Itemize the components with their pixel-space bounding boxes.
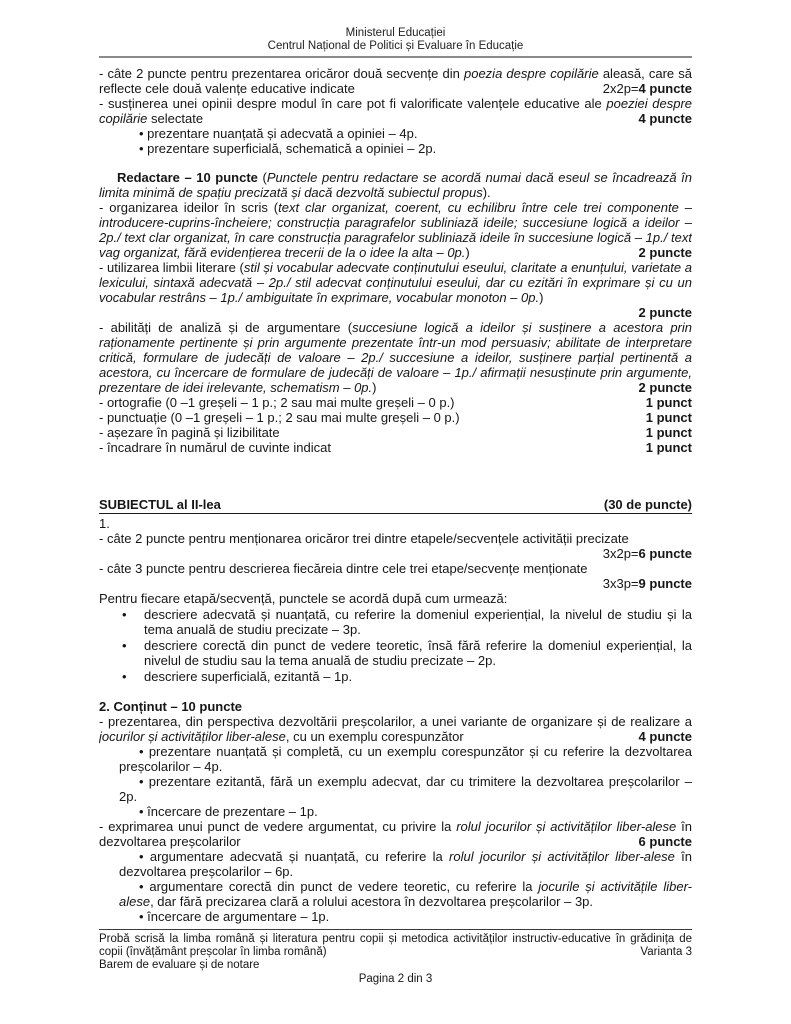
text-segment: 1 punct — [645, 395, 692, 410]
text-segment: - câte 3 puncte pentru descrierea fiecăreia dintre cele trei etape/secvențe menționate — [99, 561, 588, 576]
text-segment: - organizarea ideilor în scris ( — [99, 200, 279, 215]
text-segment: - încadrare în numărul de cuvinte indicat — [99, 440, 331, 455]
header-divider — [99, 56, 692, 58]
points-line — [99, 305, 692, 320]
text-segment: rolul jocurilor și activităților liber-alese — [456, 819, 677, 834]
text-segment: 1 punct — [645, 410, 692, 425]
text-segment: 4 puncte — [638, 81, 692, 96]
text-segment: Redactare – 10 puncte — [117, 170, 258, 185]
paragraph — [99, 410, 692, 425]
paragraph — [99, 320, 692, 395]
text-segment: în dezvoltarea preșcolarilor — [99, 819, 692, 849]
section-title: SUBIECTUL al II-lea — [99, 497, 221, 512]
paragraph — [99, 425, 692, 440]
header-ministry: Ministerul Educației — [345, 27, 446, 39]
paragraph — [99, 516, 692, 531]
text-segment: Pentru fiecare etapă/secvență, punctele se acordă după cum urmează: — [99, 591, 508, 606]
bullet-icon: • — [122, 638, 127, 653]
text-segment: 1. — [99, 516, 110, 531]
text-segment: 2. Conținut – 10 puncte — [99, 699, 243, 714]
text-segment: rolul jocurilor și activităților liber-alese — [449, 849, 675, 864]
paragraph — [99, 591, 692, 606]
text-segment: 1 punct — [645, 440, 692, 455]
paragraph — [99, 440, 692, 455]
text-segment: 2 puncte — [638, 245, 692, 260]
bullet-item — [99, 879, 692, 909]
paragraph — [99, 561, 692, 576]
points-value — [639, 245, 692, 260]
text-segment: aleasă, care să reflecte cele două valențe educative indicate — [99, 66, 692, 96]
text-segment: • argumentare corectă din punct de vedere teoretic, cu referire la — [139, 879, 539, 894]
footer-exam-text: Probă scrisă la limba română și literatura pentru copii și metodica activităților instructiv-educative în grădinița de copii (învățământ preșcolar în limba română) — [99, 933, 692, 959]
text-segment: 2x2p= — [602, 81, 639, 96]
text-segment: 4 puncte — [638, 111, 692, 126]
spacer — [99, 455, 692, 497]
text-segment: poezia despre copilărie — [463, 66, 599, 81]
text-segment: , cu un exemplu corespunzător — [285, 729, 464, 744]
text-segment: descriere superficială, ezitantă – 1p. — [144, 669, 353, 684]
text-segment: ) — [539, 290, 544, 305]
bullet-item — [99, 638, 692, 668]
spacer — [99, 156, 692, 170]
text-segment: jocurile și activitățile liber-alese — [119, 879, 692, 909]
text-segment: 3x2p= — [602, 546, 639, 561]
paragraph — [99, 699, 692, 714]
bullet-item — [99, 849, 692, 879]
text-segment: 4 puncte — [638, 729, 692, 744]
paragraph — [99, 96, 692, 126]
text-segment: • argumentare adecvată și nuanțată, cu referire la — [139, 849, 450, 864]
text-segment: succesiune logică a ideilor și susținere a acestora prin raționamente pertinente și prin argumente prezentate într-un mod persuasiv; abilitate de interpretare critică, formulare de judecăți de valoare – 2p./ succesiune a ideilor, susținere parțial pertinentă a acestora, cu încercare de formulare de judecăți de valoare – 1p./ afirmații nesusținute prin argumente, prezentare de idei irelevante, schematism – 0p. — [99, 320, 692, 395]
points-value — [639, 380, 692, 395]
text-segment: - ortografie (0 –1 greșeli – 1 p.; 2 sau mai multe greșeli – 0 p.) — [99, 395, 455, 410]
paragraph — [99, 531, 692, 546]
bullet-item — [99, 804, 692, 819]
points-value — [646, 425, 692, 440]
text-segment: - prezentarea, din perspectiva dezvoltării preșcolarilor, a unei variante de organizare și de realizare a — [99, 714, 692, 729]
text-segment: • prezentare ezitantă, fără un exemplu adecvat, dar cu trimitere la dezvoltarea preșcolarilor – 2p. — [119, 774, 692, 804]
text-segment: - câte 2 puncte pentru menționarea oricăror trei dintre etapele/secvențele activității precizate — [99, 531, 629, 546]
header-center: Centrul Național de Politici și Evaluare în Educație — [267, 40, 524, 52]
bullet-icon: • — [122, 669, 127, 684]
text-segment: - punctuație (0 –1 greșeli – 1 p.; 2 sau mai multe greșeli – 0 p.) — [99, 410, 460, 425]
footer-page-number: Pagina 2 din 3 — [358, 972, 433, 985]
points-value — [639, 729, 692, 744]
paragraph — [99, 200, 692, 260]
points-value — [646, 395, 692, 410]
bullet-item — [99, 607, 692, 637]
text-segment: 6 puncte — [638, 546, 692, 561]
text-segment: poeziei despre copilărie — [99, 96, 692, 126]
bullet-item — [99, 669, 692, 684]
paragraph — [99, 170, 692, 200]
bullet-item — [99, 774, 692, 804]
text-segment: 2 puncte — [638, 380, 692, 395]
text-segment: - susținerea unei opinii despre modul în care pot fi valorificate valențele educative ale — [99, 96, 607, 111]
text-segment: - abilități de analiză și de argumentare ( — [99, 320, 353, 335]
document-body — [99, 66, 692, 924]
paragraph — [99, 260, 692, 305]
text-segment: - așezare în pagină și lizibilitate — [99, 425, 280, 440]
text-segment: • încercare de argumentare – 1p. — [139, 909, 330, 924]
text-segment: jocurilor și activităților liber-alese — [99, 729, 286, 744]
paragraph — [99, 819, 692, 849]
text-segment: descriere corectă din punct de vedere teoretic, însă fără referire la domeniul experiențial, la nivelul de studiu sau la tema anuală de studiu precizate – 2p. — [144, 638, 692, 668]
points-value — [646, 440, 692, 455]
points-value — [639, 834, 692, 849]
points-line — [99, 576, 692, 591]
text-segment: ) — [465, 245, 470, 260]
text-segment: 1 punct — [645, 425, 692, 440]
text-segment: descriere adecvată și nuanțată, cu referire la domeniul experiențial, la nivelul de studiu și la tema anuală de studiu precizate – 3p. — [144, 607, 692, 637]
text-segment: - exprimarea unui punct de vedere argumentat, cu privire la — [99, 819, 457, 834]
text-segment: ). — [482, 185, 491, 200]
spacer — [99, 685, 692, 699]
text-segment: , dar fără precizarea clară a rolului acestora în dezvoltarea preșcolarilor – 3p. — [150, 894, 594, 909]
document-footer — [99, 929, 692, 986]
text-segment: în dezvoltarea preșcolarilor – 6p. — [119, 849, 692, 879]
text-segment: - utilizarea limbii literare ( — [99, 260, 244, 275]
section-points: (30 de puncte) — [603, 497, 692, 512]
text-segment: stil și vocabular adecvate conținutului eseului, claritate a enunțului, varietate a lexicului, sintaxă adecvată – 2p./ stil adecvat conținutului eseului, dar cu ezitări în exprimare și cu un vocabular restrâns – 1p./ ambiguitate în exprimare, vocabular monoton – 0p. — [99, 260, 692, 305]
text-segment: 3x3p= — [602, 576, 639, 591]
paragraph — [99, 66, 692, 96]
paragraph — [99, 714, 692, 744]
bullet-item — [99, 141, 692, 156]
text-segment: ) — [372, 380, 377, 395]
points-value — [639, 111, 692, 126]
footer-variant: Varianta 3 — [640, 946, 692, 959]
text-segment: • prezentare nuanțată și completă, cu un exemplu corespunzător și cu referire la dezvoltarea preșcolarilor – 4p. — [119, 744, 692, 774]
document-header — [99, 27, 692, 58]
text-segment: 6 puncte — [638, 834, 692, 849]
bullet-item — [99, 744, 692, 774]
text-segment: • încercare de prezentare – 1p. — [139, 804, 318, 819]
footer-exam-title — [99, 933, 692, 959]
paragraph — [99, 395, 692, 410]
points-line — [99, 546, 692, 561]
text-segment: text clar organizat, coerent, cu echilibru între cele trei componente – introducere-cuprins-încheiere; construcția paragrafelor subliniază ideile; succesiune logică a ideilor – 2p./ text clar organizat, în care construcția paragrafelor subliniază ideile în succesiune logică – 1p./ text vag organizat, fără evidențierea trecerii de la o idee la alta – 0p. — [99, 200, 692, 260]
points-value — [603, 81, 692, 96]
text-segment: selectate — [147, 111, 204, 126]
footer-barem: Barem de evaluare și de notare — [99, 959, 260, 972]
points-value — [646, 410, 692, 425]
bullet-item — [99, 909, 692, 924]
section-heading — [99, 497, 692, 514]
bullet-icon: • — [122, 607, 127, 622]
text-segment: 9 puncte — [638, 576, 692, 591]
text-segment: ( — [257, 170, 267, 185]
text-segment: 2 puncte — [638, 305, 692, 320]
text-segment: • prezentare nuanțată și adecvată a opiniei – 4p. — [139, 126, 418, 141]
bullet-item — [99, 126, 692, 141]
text-segment: - câte 2 puncte pentru prezentarea oricăror două secvențe din — [99, 66, 464, 81]
text-segment: Punctele pentru redactare se acordă numai dacă eseul se încadrează în limita minimă de spațiu precizată și dacă dezvoltă subiectul propus — [99, 170, 692, 200]
text-segment: • prezentare superficială, schematică a opiniei – 2p. — [139, 141, 437, 156]
